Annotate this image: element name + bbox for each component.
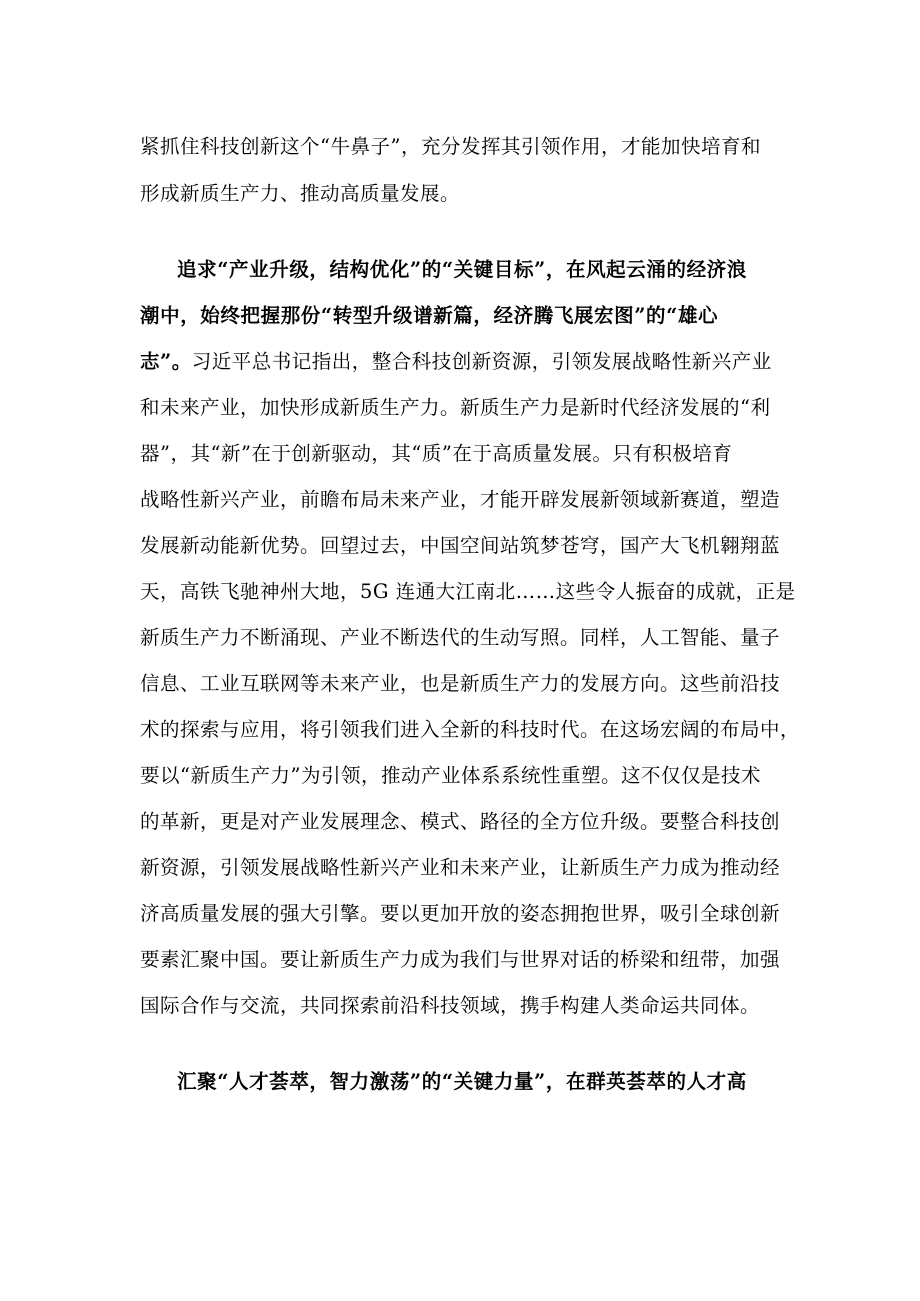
body-text-line: 的革新，更是对产业发展理念、模式、路径的全方位升级。要整合科技创 xyxy=(140,810,781,833)
body-text-line: 新资源，引领发展战略性新兴产业和未来产业，让新质生产力成为推动经 xyxy=(140,856,781,879)
body-text-line: 国际合作与交流，共同探索前沿科技领域，携手构建人类命运共同体。 xyxy=(140,994,761,1017)
section-heading-line: 潮中，始终把握那份“转型升级谱新篇，经济腾飞展宏图”的“雄心 xyxy=(140,304,719,327)
section-heading-line: 汇聚“人才荟萃，智力激荡”的“关键力量”，在群英荟萃的人才高 xyxy=(177,1070,747,1093)
body-text-line: 济高质量发展的强大引擎。要以更加开放的姿态拥抱世界，吸引全球创新 xyxy=(140,902,781,925)
body-text-line: 天，高铁飞驰神州大地，5G 连通大江南北……这些令人振奋的成就，正是 xyxy=(140,580,796,603)
body-text-line: 要以“新质生产力”为引领，推动产业体系系统性重塑。这不仅仅是技术 xyxy=(140,764,761,787)
body-text-line: 和未来产业，加快形成新质生产力。新质生产力是新时代经济发展的“利 xyxy=(140,396,771,419)
body-text-line: 信息、工业互联网等未来产业，也是新质生产力的发展方向。这些前沿技 xyxy=(140,672,781,695)
section-heading-line: 追求“产业升级，结构优化”的“关键目标”，在风起云涌的经济浪 xyxy=(177,258,747,281)
body-text-line: 发展新动能新优势。回望过去，中国空间站筑梦苍穹，国产大飞机翱翔蓝 xyxy=(140,534,781,557)
body-text-line: 战略性新兴产业，前瞻布局未来产业，才能开辟发展新领域新赛道，塑造 xyxy=(140,488,781,511)
body-text-line: 新质生产力不断涌现、产业不断迭代的生动写照。同样，人工智能、量子 xyxy=(140,626,781,649)
section-heading-tail: 志”。 xyxy=(140,350,192,373)
body-text-line: 要素汇聚中国。要让新质生产力成为我们与世界对话的桥梁和纽带，加强 xyxy=(140,948,781,971)
body-text-line: 术的探索与应用，将引领我们进入全新的科技时代。在这场宏阔的布局中， xyxy=(140,718,801,741)
body-text-line: 器”，其“新”在于创新驱动，其“质”在于高质量发展。只有积极培育 xyxy=(140,442,733,465)
mixed-text-line xyxy=(140,344,800,380)
body-text-span: 习近平总书记指出，整合科技创新资源，引领发展战略性新兴产业 xyxy=(191,350,772,373)
body-text-line: 形成新质生产力、推动高质量发展。 xyxy=(140,182,461,205)
body-text-line: 紧抓住科技创新这个“牛鼻子”，充分发挥其引领作用，才能加快培育和 xyxy=(140,135,761,158)
